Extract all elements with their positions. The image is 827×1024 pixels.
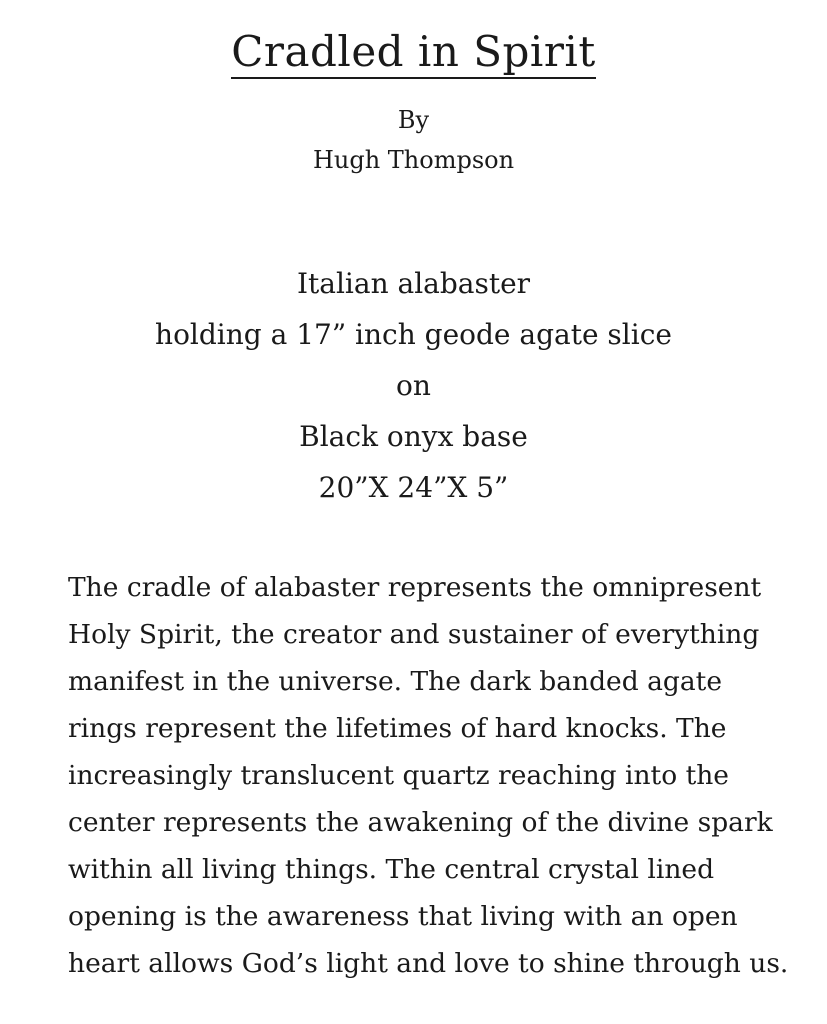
description-line: increasingly translucent quartz reaching into the [68, 760, 729, 791]
byline-by: By [397, 106, 430, 134]
spec-line: Black onyx base [299, 420, 528, 453]
description-line: opening is the awareness that living with an open [68, 901, 738, 932]
description-line: heart allows God’s light and love to shine through us. [68, 948, 789, 979]
spec-line: holding a 17” inch geode agate slice [155, 318, 672, 351]
description-line: rings represent the lifetimes of hard knocks. The [68, 713, 727, 744]
description-line: manifest in the universe. The dark banded agate [68, 666, 722, 697]
spec-line: on [396, 369, 431, 402]
description-paragraph [68, 564, 789, 987]
byline-author: Hugh Thompson [312, 146, 515, 174]
description-line: Holy Spirit, the creator and sustainer of everything [68, 619, 760, 650]
spec-line: Italian alabaster [296, 267, 531, 300]
document-title [0, 24, 827, 80]
description-line: The cradle of alabaster represents the omnipresent [68, 572, 762, 603]
spec-line: 20”X 24”X 5” [318, 471, 509, 504]
materials-specs [0, 258, 827, 513]
description-line: within all living things. The central crystal lined [68, 854, 715, 885]
description-line: center represents the awakening of the divine spark [68, 807, 773, 838]
byline [0, 100, 827, 180]
title-text: Cradled in Spirit [231, 27, 595, 79]
